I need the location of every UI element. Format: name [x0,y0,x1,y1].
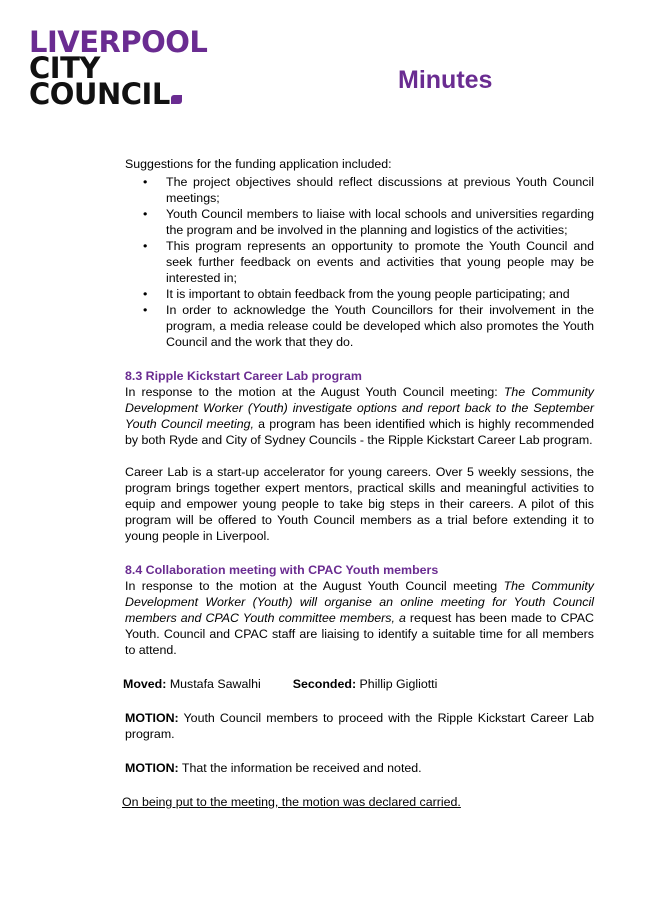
logo-line-city: CITY [29,51,100,85]
council-logo [29,25,208,111]
document-title: Minutes [398,66,493,94]
list-item: • The project objectives should reflect discussions at previous Youth Council meetings; [143,175,594,205]
section-heading-8-4: 8.4 Collaboration meeting with CPAC Youth members [125,563,439,577]
moved-label: Moved: [123,677,167,691]
list-item: • In order to acknowledge the Youth Councillors for their involvement in the program, a media release could be developed which also promotes the Youth Council and the work that they do. [143,303,594,349]
motion-1: MOTION: Youth Council members to proceed with the Ripple Kickstart Career Lab program. [125,711,595,741]
bullet-icon: • [143,239,148,253]
list-item: • This program represents an opportunity to promote the Youth Council and seek further feedback on events and activities that young people may be interested in; [143,239,594,285]
section-8-3-paragraph-2: Career Lab is a start-up accelerator for young careers. Over 5 weekly sessions, the program brings together expert mentors, practical skills and meaningful activities to equip and empower young people to take big steps in their careers. A pilot of this program will be offered to Youth Council members as a trial before extending it to young people in Liverpool. [125,465,594,543]
motion-label: MOTION: [125,711,179,725]
funding-suggestions-list [125,174,594,350]
logo-mark-icon [171,95,182,104]
logo-line-liverpool: LIVERPOOL [29,25,208,59]
bullet-icon: • [143,175,148,189]
moved-name: Mustafa Sawalhi [169,677,261,691]
motion-carried-statement: On being put to the meeting, the motion was declared carried. [122,795,461,809]
minutes-body [122,156,595,810]
bullet-icon: • [143,303,148,317]
logo-line-council-text: COUNCIL [29,77,170,111]
bullet-icon: • [143,287,148,301]
logo-line-council [29,77,207,111]
seconded-name: Phillip Gigliotti [359,677,438,691]
moved-seconded-line [123,676,594,692]
section-8-3-paragraph-1: In response to the motion at the August Youth Council meeting: The Community Development Worker (Youth) investigate options and report back to the September Youth Council meeting, a program has been identified which is highly recommended by both Ryde and City of Sydney Councils - the Ripple Kickstart Career Lab program. [125,385,594,447]
section-heading-8-3: 8.3 Ripple Kickstart Career Lab program [125,369,362,383]
list-item: • It is important to obtain feedback from the young people participating; and [143,287,570,301]
motion-2: MOTION: That the information be received and noted. [125,761,422,775]
seconded-label: Seconded: [292,677,357,691]
bullet-icon: • [143,207,148,221]
list-item: • Youth Council members to liaise with local schools and universities regarding the program and be involved in the planning and logistics of the activities; [143,207,594,237]
section-8-4-paragraph-1: In response to the motion at the August Youth Council meeting The Community Development Worker (Youth) will organise an online meeting for Youth Council members and CPAC Youth committee members, a request has been made to CPAC Youth. Council and CPAC staff are liaising to identify a suitable time for all members to attend. [125,579,595,657]
motion-label: MOTION: [125,761,179,775]
funding-intro: Suggestions for the funding application included: [125,157,392,171]
